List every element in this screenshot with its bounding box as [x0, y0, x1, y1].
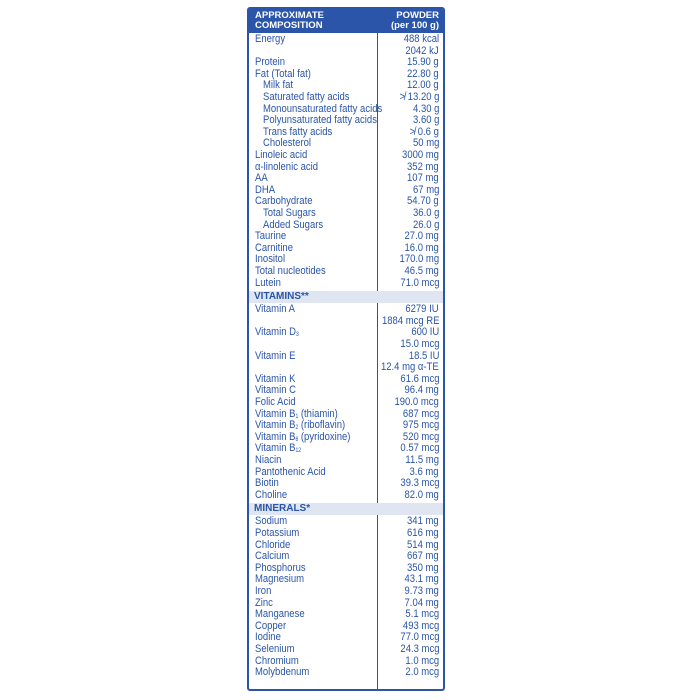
nutrient-value: 514 mg [407, 538, 439, 551]
nutrient-value: 46.5 mg [404, 265, 439, 277]
nutrient-value: 600 IU [411, 326, 439, 339]
nutrient-value: 2.0 mcg [405, 666, 439, 679]
minerals-section-header-title: MINERALS* [254, 503, 311, 515]
nutrient-value: 7.04 mg [404, 596, 439, 609]
nutrient-value: 1.0 mcg [405, 654, 439, 667]
nutrient-value: 488 kcal [403, 33, 439, 45]
nutrient-label: Linoleic acid [255, 149, 308, 161]
nutrient-value: 107 mg [407, 172, 439, 185]
nutrient-value: 4.30 g [412, 102, 439, 115]
nutrient-value: 24.3 mcg [399, 643, 439, 655]
subscript: 3 [295, 332, 299, 339]
header-powder-line2: (per 100 g) [390, 20, 439, 31]
nutrient-value: 82.0 mg [404, 488, 439, 501]
vitamins-section-header-title: VITAMINS** [254, 291, 309, 303]
nutrition-panel [247, 7, 445, 691]
nutrient-value: 350 mg [407, 561, 439, 574]
nutrient-label: Iron [255, 585, 272, 597]
nutrient-value: 3000 mg [402, 149, 439, 161]
nutrient-value-alt: 1884 mcg RE [381, 314, 439, 327]
nutrient-value: 77.0 mcg [399, 631, 439, 644]
nutrient-value: 6279 IU [405, 303, 439, 316]
nutrient-value: 3.6 mg [409, 465, 439, 478]
nutrient-label: Copper [255, 619, 287, 632]
nutrient-label: Phosphorus [255, 561, 306, 574]
nutrient-label: Carbohydrate [255, 195, 313, 208]
nutrient-value: 11.5 mg [405, 454, 439, 466]
nutrient-value: 71.0 mcg [399, 276, 439, 289]
nutrient-label: Vitamin $B_{12}$ [255, 442, 302, 455]
nutrient-label: Manganese [255, 608, 305, 621]
nutrient-value: 0.57 mcg [399, 442, 439, 455]
nutrient-value: ≯ 13.20 g [399, 91, 439, 103]
nutrient-value: 39.3 mcg [399, 477, 439, 490]
nutrient-label: Biotin [255, 477, 279, 490]
table-header [249, 9, 443, 33]
nutrient-value: 54.70 g [407, 195, 439, 208]
nutrient-label: Fat (Total fat) [255, 67, 311, 80]
nutrient-value: ≯ 0.6 g [409, 125, 439, 138]
nutrient-value: 190.0 mcg [394, 396, 439, 408]
nutrient-label: Vitamin C [255, 384, 296, 397]
nutrient-value: 43.1 mg [404, 573, 439, 586]
nutrient-label: Taurine [255, 230, 287, 243]
subscript: 6 [295, 436, 299, 443]
nutrient-value-alt: 12.4 mg α-TE [381, 361, 439, 374]
nutrient-label: Sodium [255, 515, 288, 528]
nutrient-label: Lutein [255, 276, 281, 289]
header-composition [255, 11, 324, 31]
nutrient-value: 67 mg [412, 183, 439, 196]
nutrient-label: Vitamin $B_1$ (thiamin) [255, 407, 338, 420]
nutrient-label: Vitamin $D_3$ [255, 326, 299, 339]
nutrient-label: Chloride [255, 538, 291, 551]
nutrient-value: 36.0 g [412, 207, 439, 219]
nutrient-label: Chromium [255, 654, 299, 667]
nutrient-label: Polyunsaturated fatty acids [263, 114, 377, 127]
nutrient-value: 16.0 mg [404, 241, 439, 254]
nutrient-label: Energy [255, 33, 286, 45]
nutrient-value: 667 mg [407, 550, 439, 563]
header-powder [391, 11, 439, 31]
nutrient-value: 50 mg [412, 137, 439, 150]
nutrient-value: 493 mcg [402, 619, 439, 632]
nutrient-label: AA [255, 172, 268, 185]
nutrient-value: 61.6 mcg [399, 372, 439, 385]
nutrient-label: Cholesterol [263, 137, 312, 150]
nutrient-value: 341 mg [407, 515, 439, 528]
nutrient-label: Potassium [255, 527, 300, 539]
nutrient-label: Vitamin K [255, 372, 296, 385]
subscript: 12 [295, 448, 302, 455]
nutrient-value: 687 mcg [402, 407, 439, 420]
nutrient-label: α-linolenic acid [255, 160, 318, 173]
nutrient-label: Protein [255, 56, 286, 69]
header-composition-line2: COMPOSITION [255, 20, 323, 31]
minerals-section-header [249, 503, 443, 515]
nutrient-label: Choline [255, 488, 288, 501]
nutrient-label: Folic Acid [255, 396, 296, 408]
nutrient-label: DHA [255, 183, 276, 196]
nutrient-label: Magnesium [255, 573, 305, 586]
nutrient-label: Monounsaturated fatty acids [263, 102, 383, 115]
nutrient-label: Carnitine [255, 241, 293, 254]
header-powder-line1: POWDER [396, 10, 439, 21]
subscript: 1 [295, 413, 299, 420]
nutrient-value: 5.1 mcg [405, 608, 439, 621]
nutrient-value-alt: 15.0 mcg [399, 338, 439, 350]
nutrient-value: 352 mg [407, 160, 439, 173]
nutrient-label: Selenium [255, 643, 295, 655]
nutrient-label: Vitamin A [255, 303, 295, 316]
nutrient-label: Calcium [255, 550, 290, 563]
nutrient-value: 12.00 g [407, 79, 439, 92]
nutrient-value: 170.0 mg [399, 253, 439, 266]
nutrient-value: 520 mcg [402, 430, 439, 443]
vitamins-section-header [249, 291, 443, 303]
nutrient-label: Saturated fatty acids [263, 91, 350, 103]
nutrient-label: Iodine [255, 631, 281, 644]
nutrient-label: Vitamin $B_2$ (riboflavin) [255, 419, 346, 432]
nutrient-value: 9.73 mg [404, 585, 439, 597]
nutrient-label: Zinc [255, 596, 273, 609]
nutrient-label: Milk fat [263, 79, 294, 92]
nutrient-value-alt: 2042 kJ [405, 44, 439, 57]
nutrient-label: Total nucleotides [255, 265, 326, 277]
subscript: 2 [295, 425, 299, 432]
nutrient-label: Inositol [255, 253, 286, 266]
nutrient-value: 15.90 g [407, 56, 439, 69]
nutrient-label: Trans fatty acids [263, 125, 333, 138]
nutrient-value: 27.0 mg [404, 230, 439, 243]
nutrient-value: 96.4 mg [404, 384, 439, 397]
nutrient-label: Vitamin E [255, 349, 296, 362]
nutrient-label: Added Sugars [263, 218, 324, 231]
header-composition-line1: APPROXIMATE [255, 10, 324, 21]
nutrient-value: 22.80 g [407, 67, 439, 80]
nutrient-value: 26.0 g [412, 218, 439, 231]
nutrient-label: Niacin [255, 454, 282, 466]
nutrient-label: Total Sugars [263, 207, 316, 219]
column-divider [377, 33, 378, 689]
nutrient-label: Molybdenum [255, 666, 310, 679]
nutrient-value: 18.5 IU [408, 349, 439, 362]
nutrient-label: Pantothenic Acid [255, 465, 326, 478]
nutrient-label: Vitamin $B_6$ (pyridoxine) [255, 430, 351, 443]
nutrient-value: 975 mcg [402, 419, 439, 432]
nutrient-value: 616 mg [407, 527, 439, 539]
nutrient-value: 3.60 g [412, 114, 439, 127]
